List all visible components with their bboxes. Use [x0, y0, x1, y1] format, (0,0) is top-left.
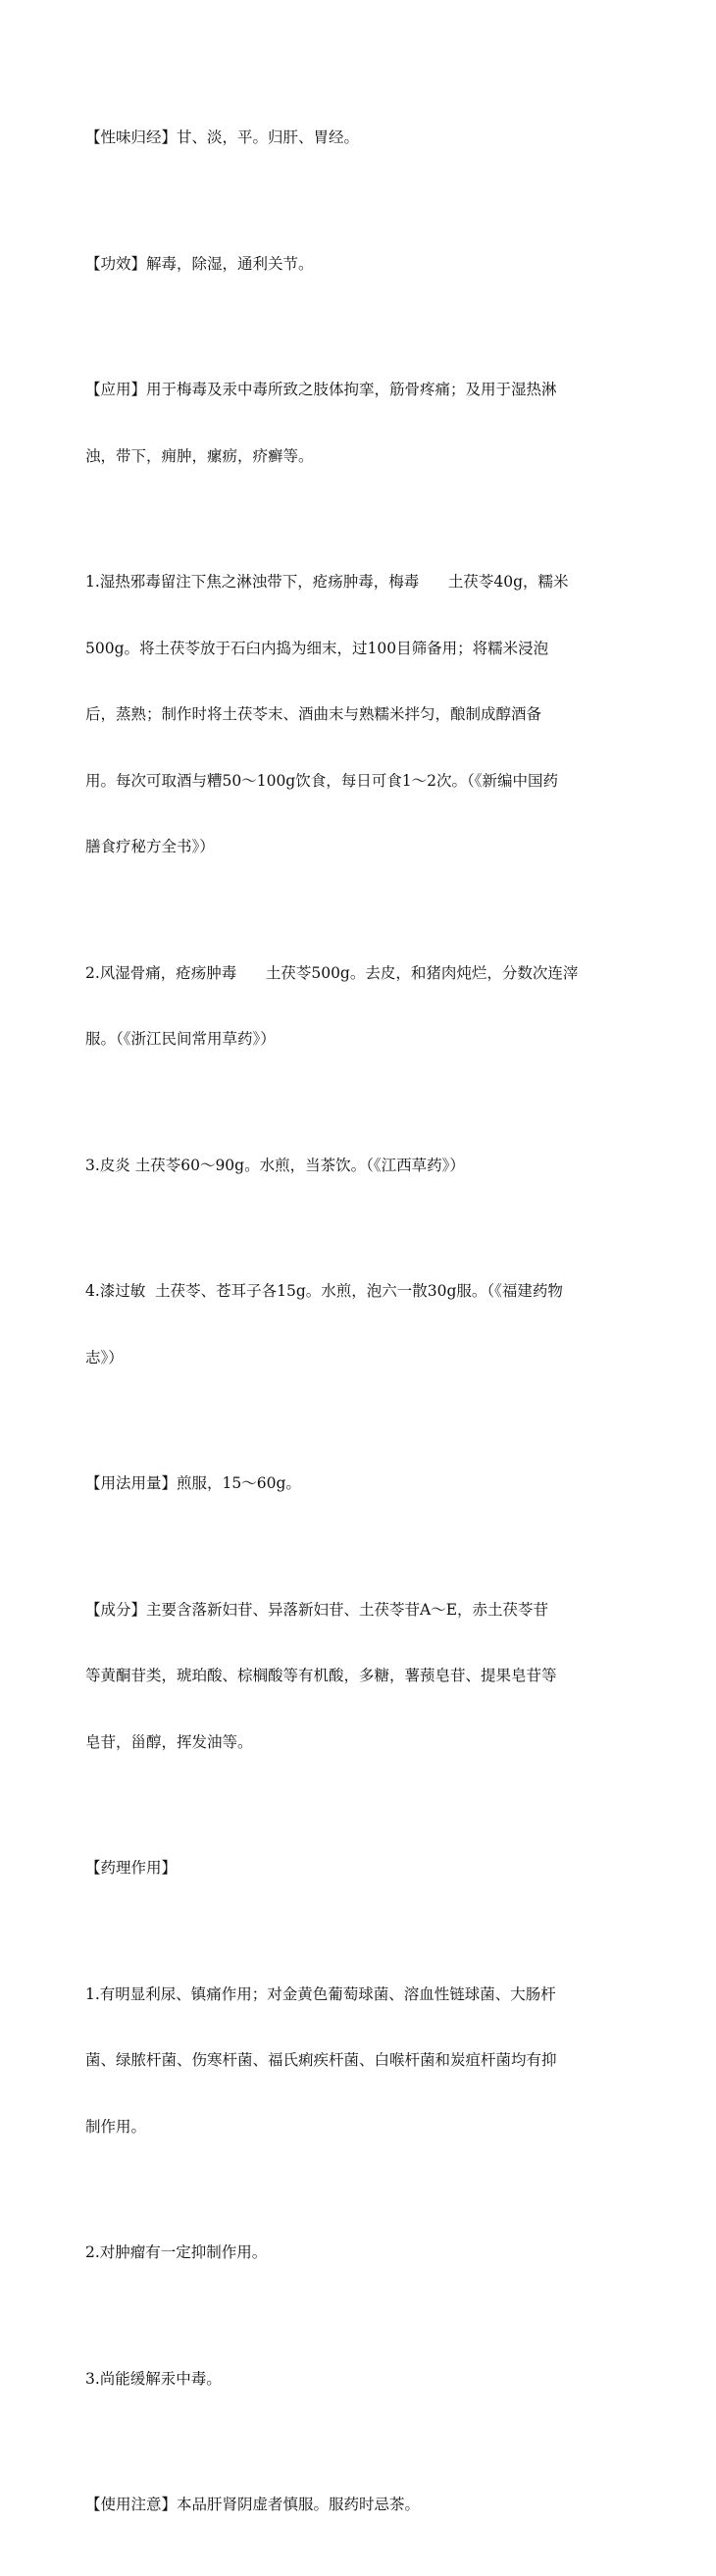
text-line: 4.漆过敏 土茯苓、苍耳子各15g。水煎，泡六一散30g服。（《福建药物 — [85, 1282, 563, 1300]
text-line: 【功效】解毒，除湿，通利关节。 — [85, 254, 314, 273]
text-line: 菌、绿脓杆菌、伤寒杆菌、福氏痢疾杆菌、白喉杆菌和炭疽杆菌均有抑 — [85, 2051, 557, 2069]
text-line: 【成分】主要含落新妇苷、异落新妇苷、土茯苓苷A～E，赤土茯苓苷 — [85, 1600, 549, 1619]
text-line: 2.风湿骨痛，疮疡肿毒 土茯苓500g。去皮，和猪肉炖烂，分数次连滓 — [85, 963, 579, 982]
text-line: 【用法用量】煎服，15～60g。 — [85, 1474, 301, 1492]
text-line: 用。每次可取酒与糟50～100g饮食，每日可食1～2次。（《新编中国药 — [85, 771, 558, 790]
text-line: 【应用】用于梅毒及汞中毒所致之肢体拘挛，筋骨疼痛；及用于湿热淋 — [85, 381, 557, 398]
paragraph-precautions — [85, 2449, 635, 2560]
section-heading-pharmacology — [85, 1813, 635, 1924]
text-line: 500g。将土茯苓放于石臼内捣为细末，过100目筛备用；将糯米浸泡 — [85, 639, 549, 657]
text-line: 制作用。 — [85, 2117, 147, 2136]
text-line: 等黄酮苷类，琥珀酸、棕榈酸等有机酸，多糖，薯蓣皂苷、提果皂苷等 — [85, 1667, 557, 1684]
paragraph-remedy-1 — [85, 527, 635, 902]
text-line: 【性味归经】甘、淡，平。归肝、胃经。 — [85, 129, 360, 146]
paragraph-remedy-2 — [85, 918, 635, 1095]
text-line: 服。（《浙江民间常用草药》） — [85, 1030, 276, 1048]
text-line: 【使用注意】本品肝肾阴虚者慎服。服药时忌茶。 — [85, 2496, 421, 2513]
text-line: 【药理作用】 — [85, 1859, 178, 1877]
paragraph-efficacy — [85, 209, 635, 320]
paragraph-pharmacology-2 — [85, 2197, 635, 2308]
text-line: 浊，带下，痈肿，瘰疬，疥癣等。 — [85, 446, 314, 465]
text-line: 3.皮炎 土茯苓60～90g。水煎，当茶饮。（《江西草药》） — [85, 1156, 465, 1174]
text-line: 2.对肿瘤有一定抑制作用。 — [85, 2243, 268, 2261]
paragraph-remedy-4 — [85, 1236, 635, 1413]
text-line: 1.湿热邪毒留注下焦之淋浊带下，疮疡肿毒，梅毒 土茯苓40g，糯米 — [85, 573, 569, 591]
paragraph-nature-meridian — [85, 82, 635, 193]
text-line: 皂苷，甾醇，挥发油等。 — [85, 1732, 253, 1751]
document-body — [85, 82, 635, 2576]
paragraph-components — [85, 1555, 635, 1798]
paragraph-dosage — [85, 1428, 635, 1539]
paragraph-pharmacology-3 — [85, 2324, 635, 2435]
paragraph-application — [85, 335, 635, 511]
paragraph-remedy-3 — [85, 1110, 635, 1221]
text-line: 志》） — [85, 1348, 124, 1366]
paragraph-pharmacology-1 — [85, 1939, 635, 2183]
text-line: 1.有明显利尿、镇痛作用；对金黄色葡萄球菌、溶血性链球菌、大肠杆 — [85, 1984, 556, 2003]
text-line: 膳食疗秘方全书》） — [85, 838, 215, 855]
text-line: 后，蒸熟；制作时将土茯苓末、酒曲末与熟糯米拌匀，酿制成醇酒备 — [85, 705, 542, 723]
text-line: 3.尚能缓解汞中毒。 — [85, 2369, 222, 2388]
